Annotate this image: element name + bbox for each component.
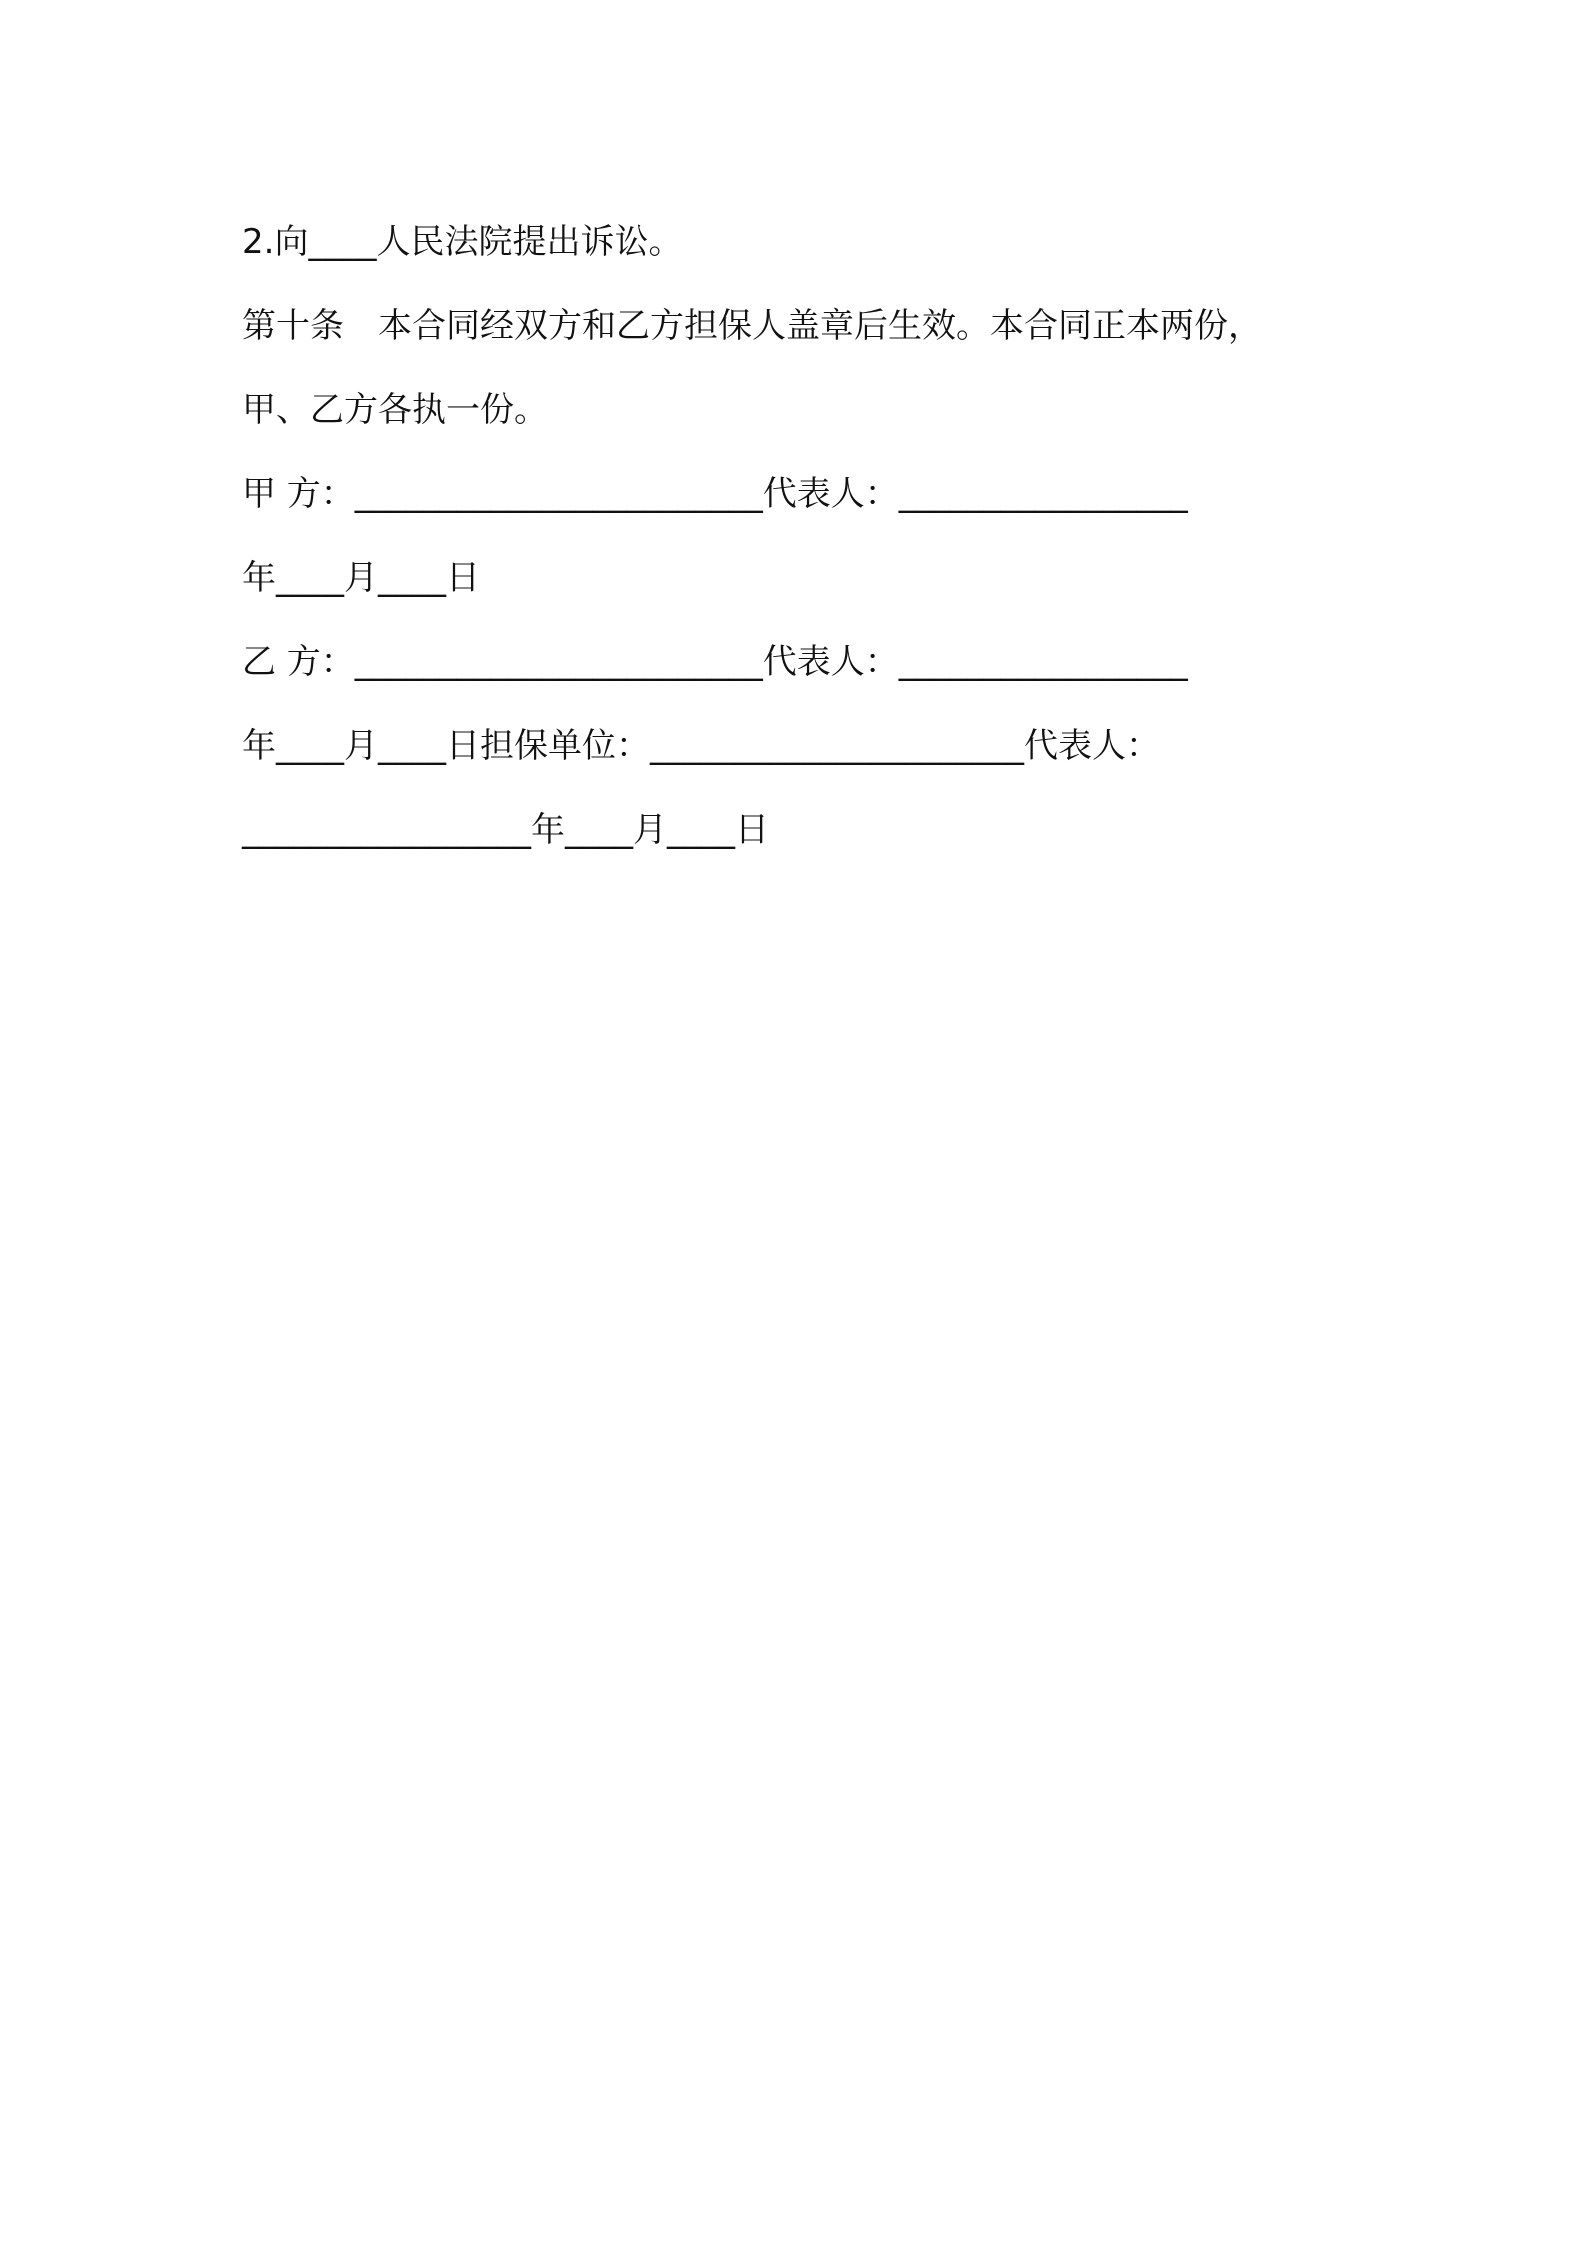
clause-ten-line-2: 甲、乙方各执一份。: [242, 390, 548, 430]
guarantor-signature-line: 年____月____日担保单位：______________________代表人：: [242, 726, 1160, 766]
clause-ten-line-1: 第十条 本合同经双方和乙方担保人盖章后生效。本合同正本两份，: [242, 306, 1262, 346]
clause-line-court: 2.向____人民法院提出诉讼。: [242, 222, 683, 262]
party-b-signature-line: 乙 方：________________________代表人：_________________: [242, 642, 1188, 682]
document-body: [242, 200, 1362, 872]
party-a-signature-line: 甲 方：________________________代表人：_________________: [242, 474, 1188, 514]
guarantor-date-line: _________________年____月____日: [242, 810, 769, 850]
party-a-date-line: 年____月____日: [242, 558, 480, 598]
